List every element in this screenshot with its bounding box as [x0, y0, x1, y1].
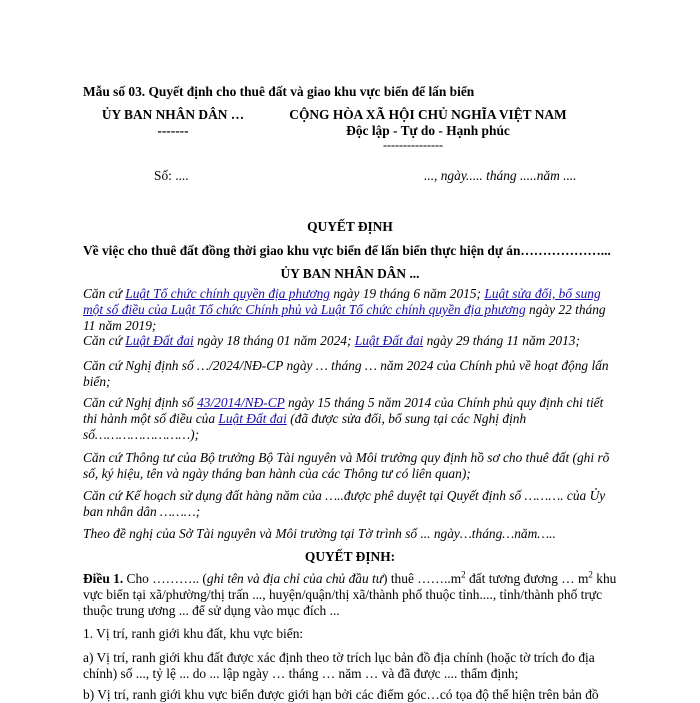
law-link[interactable]: Luật sửa đổi, bổ sung một số điều của Luật Tổ chức Chính phủ và Luật Tổ chức chính quyền địa phương [83, 286, 601, 317]
motto-divider: --------------- [383, 138, 443, 152]
decision-heading: QUYẾT ĐỊNH: [304, 549, 396, 564]
form-title: Mẫu số 03. Quyết định cho thuê đất và giao khu vực biển để lấn biển [83, 84, 475, 99]
basis-paragraph-4: Căn cứ Nghị định số 43/2014/NĐ-CP ngày 15 tháng 5 năm 2014 của Chính phủ quy định chi tiết thi hành một số điều của Luật Đất đai (đã được sửa đổi, bổ sung tại các Nghị định số……………………); [83, 395, 604, 442]
issuing-authority: ỦY BAN NHÂN DÂN ... [280, 266, 420, 281]
item-a: a) Vị trí, ranh giới khu đất được xác định theo tờ trích lục bản đồ địa chính (hoặc tờ trích đo địa chính) số ..., tỷ lệ ... do ... lập ngày … tháng … năm … và đã được .... thẩm định; [83, 650, 595, 681]
law-link[interactable]: Luật Đất đai [354, 333, 424, 348]
basis-paragraph-2: Căn cứ Luật Đất đai ngày 18 tháng 01 năm 2024; Luật Đất đai ngày 29 tháng 11 năm 2013; [83, 333, 580, 348]
national-title: CỘNG HÒA XÃ HỘI CHỦ NGHĨA VIỆT NAM [289, 107, 567, 122]
law-link[interactable]: Luật Tổ chức chính quyền địa phương [125, 286, 331, 301]
document-title: QUYẾT ĐỊNH [307, 219, 393, 234]
document-number: Số: .... [154, 168, 189, 183]
basis-paragraph-1: Căn cứ Luật Tổ chức chính quyền địa phương ngày 19 tháng 6 năm 2015; Luật sửa đổi, bổ sung một số điều của Luật Tổ chức Chính phủ và Luật Tổ chức chính quyền địa phương ngày 22 tháng 11 năm 2019; [83, 286, 606, 333]
law-link[interactable]: Luật Đất đai [125, 333, 194, 348]
item-1: 1. Vị trí, ranh giới khu đất, khu vực biển: [83, 626, 304, 641]
document-date: ..., ngày..... tháng .....năm .... [424, 168, 577, 183]
agency-divider: ------- [157, 123, 189, 138]
law-link[interactable]: Luật Đất đai [218, 411, 287, 426]
basis-paragraph-3: Căn cứ Nghị định số …/2024/NĐ-CP ngày … tháng … năm 2024 của Chính phủ về hoạt động lấn biển; [83, 358, 609, 389]
document-subtitle: Về việc cho thuê đất đồng thời giao khu vực biển để lấn biển thực hiện dự án………………... [83, 243, 611, 258]
decree-link[interactable]: 43/2014/NĐ-CP [197, 395, 285, 410]
agency-name: ỦY BAN NHÂN DÂN … [101, 107, 245, 122]
basis-paragraph-6: Căn cứ Kế hoạch sử dụng đất hàng năm của …..được phê duyệt tại Quyết định số ………. của Ủy ban nhân dân ………; [83, 488, 606, 519]
article-1: Điều 1. Cho ……….. (ghi tên và địa chỉ của chủ đầu tư) thuê $\dots\dots..m^2$ đất tương đương … $m^2$ khu vực biển tại xã/phường/thị trấn ..., huyện/quận/thị xã/thành phố thuộc tỉnh...., tỉnh/thành phố trực thuộc trung ương ... để sử dụng vào mục đích ... [83, 569, 617, 618]
item-b: b) Vị trí, ranh giới khu vực biển được giới hạn bởi các điểm góc…có tọa độ thể hiện trên bản đồ [83, 687, 599, 702]
motto: Độc lập - Tự do - Hạnh phúc [346, 123, 510, 138]
basis-paragraph-7: Theo đề nghị của Sở Tài nguyên và Môi trường tại Tờ trình số ... ngày…tháng…năm….. [83, 526, 556, 541]
basis-paragraph-5: Căn cứ Thông tư của Bộ trưởng Bộ Tài nguyên và Môi trường quy định hồ sơ cho thuê đất (ghi rõ số, ký hiệu, tên và ngày tháng ban hành của các Thông tư có liên quan); [83, 450, 610, 481]
